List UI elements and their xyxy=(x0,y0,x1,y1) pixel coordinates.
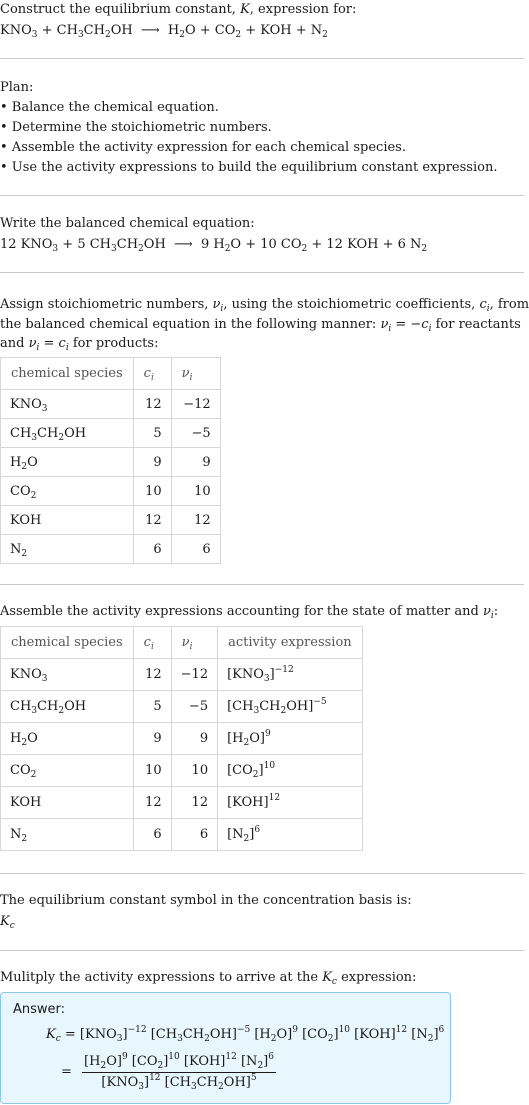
species-cell: KOH xyxy=(1,787,134,819)
c-cell: 9 xyxy=(133,723,171,755)
nu-cell: 12 xyxy=(171,506,220,535)
divider xyxy=(0,58,524,59)
header-activity: activity expression xyxy=(218,627,363,659)
header-c: $c_i$ xyxy=(133,358,171,390)
plan-title: Plan: xyxy=(0,80,34,95)
species-cell: $N_2$ xyxy=(1,535,134,564)
species-cell: KOH xyxy=(1,506,134,535)
c-cell: 10 xyxy=(133,755,171,787)
kc-expression: $K_c = [KNO_3]^{-12}$ $[CH_3CH_2OH]^{-5}$ $[H_2O]^9$ $[CO_2]^{10}$ [KOH]$^{12}$ $[N_2]^6$ xyxy=(46,1025,445,1044)
kc-fraction xyxy=(82,1053,276,1092)
intro-line xyxy=(0,0,356,19)
nu-cell: −12 xyxy=(171,659,217,691)
divider xyxy=(0,950,524,951)
intro-prefix: Construct the equilibrium constant, xyxy=(0,2,241,17)
k-symbol: K xyxy=(240,2,250,17)
table-row xyxy=(1,819,363,851)
activity-table-body xyxy=(1,659,363,851)
species-cell: $N_2$ xyxy=(1,819,134,851)
c-cell: 12 xyxy=(133,506,171,535)
c-cell: 12 xyxy=(133,659,171,691)
header-nu: $\nu_i$ xyxy=(171,358,220,390)
species-cell: $CH_3CH_2OH$ xyxy=(1,691,134,723)
plan-step: • Assemble the activity expression for each chemical species. xyxy=(0,140,406,155)
table-row xyxy=(1,691,363,723)
table-row xyxy=(1,419,221,448)
species-cell: $H_2O$ xyxy=(1,723,134,755)
activity-cell: $[CO_2]^{10}$ xyxy=(218,755,363,787)
unbalanced-reaction: $KNO_3 + CH_3CH_2OH$ ⟶ $H_2O + CO_2$ + KOH + $N_2$ xyxy=(0,23,328,40)
c-cell: 6 xyxy=(133,819,171,851)
balanced-equation: 12 $KNO_3 + 5$ $CH_3CH_2OH$ ⟶ 9 $H_2O + 10$ $CO_2 + 12$ KOH + 6 $N_2$ xyxy=(0,237,428,254)
activity-intro: Assemble the activity expressions accounting for the state of matter and $\nu_i$: xyxy=(0,604,499,621)
nu-cell: −5 xyxy=(171,419,220,448)
c-cell: 5 xyxy=(133,419,171,448)
answer-box xyxy=(0,992,451,1104)
table-row xyxy=(1,723,363,755)
activity-cell: $[KNO_3]^{-12}$ xyxy=(218,659,363,691)
nu-cell: 12 xyxy=(171,787,217,819)
nu-cell: 10 xyxy=(171,755,217,787)
kc-denominator: $[KNO_3]^{12}$ $[CH_3CH_2OH]^5$ xyxy=(101,1073,257,1092)
c-cell: 12 xyxy=(133,787,171,819)
header-c: $c_i$ xyxy=(133,627,171,659)
nu-cell: −12 xyxy=(171,390,220,419)
table-header-row xyxy=(1,627,363,659)
c-cell: 10 xyxy=(133,477,171,506)
plan-step: • Determine the stoichiometric numbers. xyxy=(0,120,272,135)
intro-suffix: , expression for: xyxy=(249,2,357,17)
divider xyxy=(0,272,524,273)
nu-cell: 9 xyxy=(171,723,217,755)
nu-cell: 6 xyxy=(171,819,217,851)
c-cell: 5 xyxy=(133,691,171,723)
activity-cell: $[N_2]^6$ xyxy=(218,819,363,851)
stoich-text-line: and $\nu_i = c_i$ for products: xyxy=(0,336,159,353)
header-nu: $\nu_i$ xyxy=(171,627,217,659)
species-cell: $CH_3CH_2OH$ xyxy=(1,419,134,448)
species-cell: $CO_2$ xyxy=(1,477,134,506)
stoich-text-line: the balanced chemical equation in the following manner: $\nu_i = -c_i$ for reactants xyxy=(0,317,521,334)
nu-cell: −5 xyxy=(171,691,217,723)
divider xyxy=(0,584,524,585)
table-row xyxy=(1,535,221,564)
header-species: chemical species xyxy=(1,358,134,390)
table-row xyxy=(1,506,221,535)
table-header-row xyxy=(1,358,221,390)
nu-cell: 10 xyxy=(171,477,220,506)
plan-step: • Use the activity expressions to build the equilibrium constant expression. xyxy=(0,160,498,175)
header-species: chemical species xyxy=(1,627,134,659)
kc-numerator: $[H_2O]^9$ $[CO_2]^{10}$ [KOH]$^{12}$ $[N_2]^6$ xyxy=(84,1052,274,1071)
activity-cell: $[CH_3CH_2OH]^{-5}$ xyxy=(218,691,363,723)
table-row xyxy=(1,390,221,419)
answer-label: Answer: xyxy=(13,1002,66,1017)
table-row xyxy=(1,659,363,691)
table-row xyxy=(1,477,221,506)
activity-cell: [KOH]$^{12}$ xyxy=(218,787,363,819)
nu-cell: 6 xyxy=(171,535,220,564)
symbol-text: The equilibrium constant symbol in the concentration basis is: xyxy=(0,893,412,908)
stoich-table xyxy=(0,357,221,564)
kc-symbol: $K_c$ xyxy=(0,914,15,931)
nu-cell: 9 xyxy=(171,448,220,477)
plan-step: • Balance the chemical equation. xyxy=(0,100,219,115)
balanced-title: Write the balanced chemical equation: xyxy=(0,216,255,231)
stoich-text-line: Assign stoichiometric numbers, $\nu_i$, using the stoichiometric coefficients, $c_i$, from xyxy=(0,297,529,314)
table-row xyxy=(1,755,363,787)
stoich-table-body xyxy=(1,390,221,564)
equals-sign: = xyxy=(61,1064,72,1080)
table-row xyxy=(1,448,221,477)
activity-table xyxy=(0,626,363,851)
divider xyxy=(0,195,524,196)
species-cell: $KNO_3$ xyxy=(1,659,134,691)
species-cell: $H_2O$ xyxy=(1,448,134,477)
species-cell: $KNO_3$ xyxy=(1,390,134,419)
kc-fraction-line xyxy=(61,1053,276,1092)
divider xyxy=(0,873,524,874)
multiply-text: Mulitply the activity expressions to arrive at the $K_c$ expression: xyxy=(0,970,417,987)
c-cell: 9 xyxy=(133,448,171,477)
c-cell: 12 xyxy=(133,390,171,419)
activity-cell: $[H_2O]^9$ xyxy=(218,723,363,755)
table-row xyxy=(1,787,363,819)
c-cell: 6 xyxy=(133,535,171,564)
species-cell: $CO_2$ xyxy=(1,755,134,787)
